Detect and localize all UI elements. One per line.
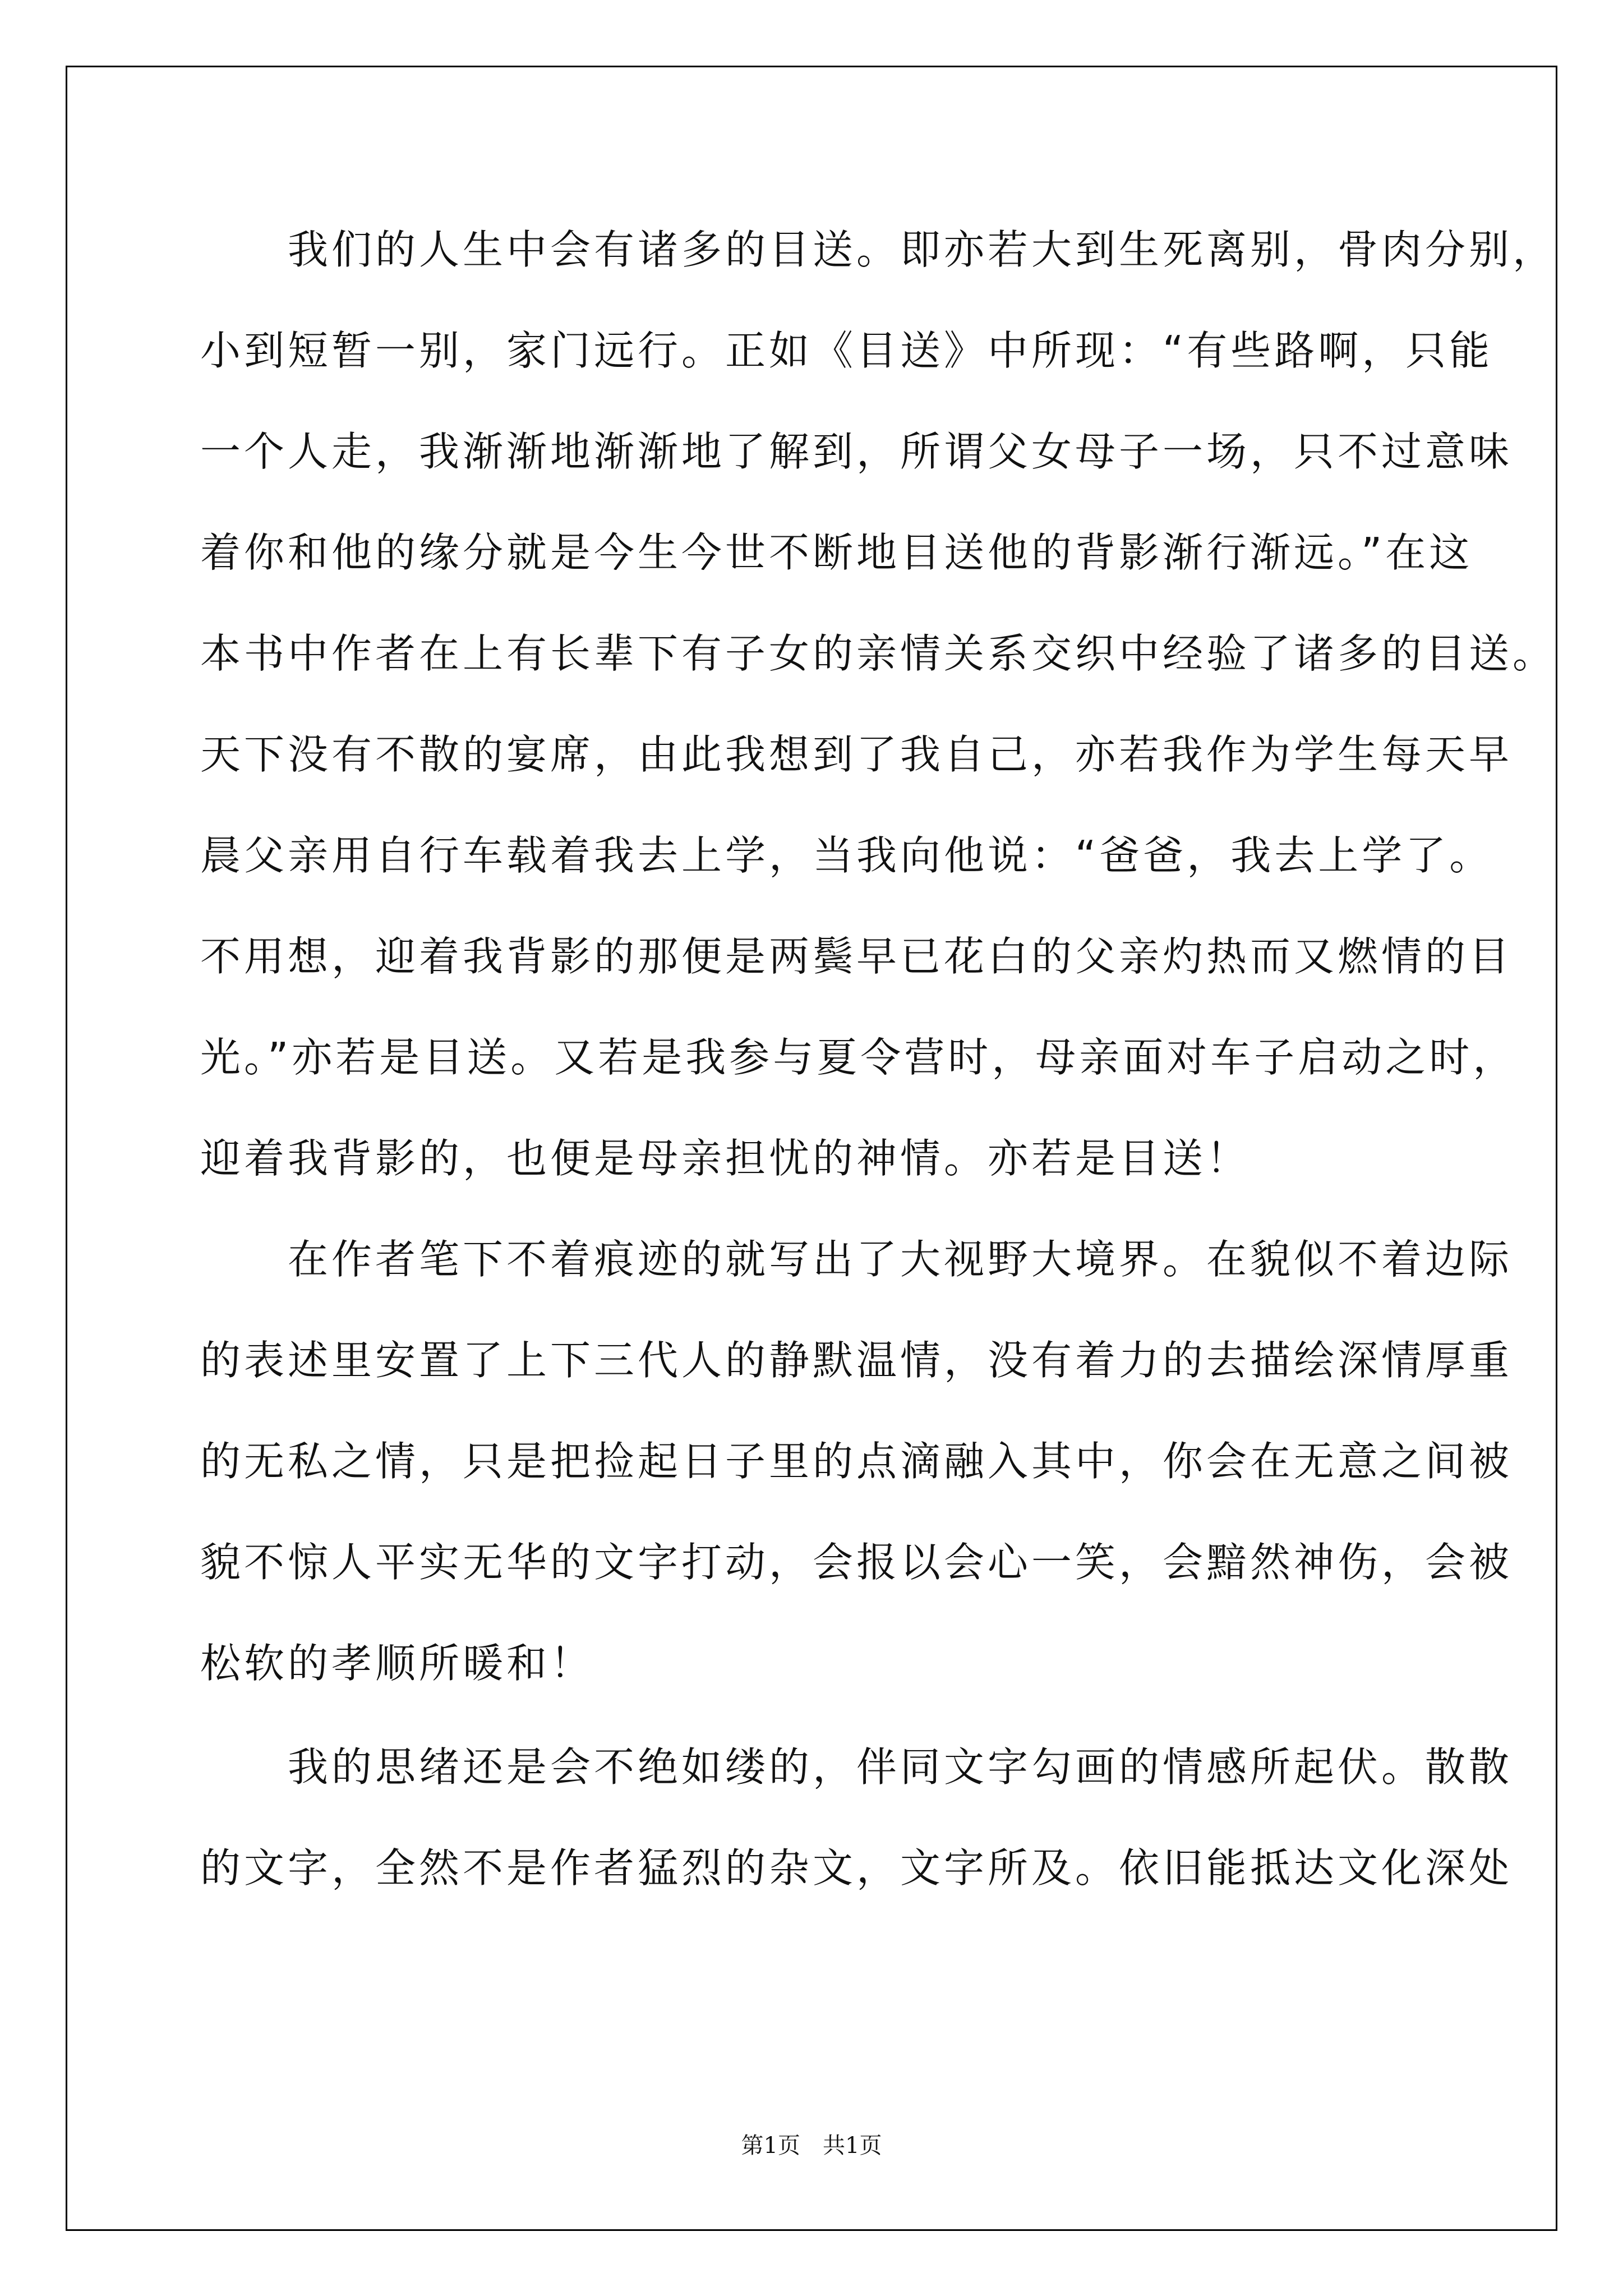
text-line: 貌不惊人平实无华的文字打动，会报以会心一笑，会黯然神伤，会被 [200, 1539, 1513, 1586]
text-line: 的表述里安置了上下三代人的静默温情，没有着力的去描绘深情厚重 [200, 1337, 1513, 1384]
text-line: 我的思绪还是会不绝如缕的，伴同文字勾画的情感所起伏。散散 [200, 1743, 1513, 1791]
page-number-footer: 第1页 共1页 [741, 2133, 882, 2159]
text-line: 小到短暂一别，家门远行。正如《目送》中所现：“有些路啊，只能 [200, 327, 1493, 374]
text-line: 晨父亲用自行车载着我去上学，当我向他说：“爸爸，我去上学了。 [200, 832, 1493, 879]
text-line: 的文字，全然不是作者猛烈的杂文，文字所及。依旧能抵达文化深处 [200, 1844, 1513, 1892]
text-line: 我们的人生中会有诸多的目送。即亦若大到生死离别，骨肉分别， [200, 226, 1557, 273]
text-line: 本书中作者在上有长辈下有子女的亲情关系交织中经验了诸多的目送。 [200, 630, 1557, 677]
text-line: 的无私之情，只是把捡起日子里的点滴融入其中，你会在无意之间被 [200, 1438, 1513, 1485]
text-line: 光。”亦若是目送。又若是我参与夏令营时，母亲面对车子启动之时， [200, 1034, 1517, 1081]
text-line: 着你和他的缘分就是今生今世不断地目送他的背影渐行渐远。”在这 [200, 529, 1473, 576]
text-line: 迎着我背影的，也便是母亲担忧的神情。亦若是目送！ [200, 1135, 1251, 1182]
text-line: 天下没有不散的宴席，由此我想到了我自己，亦若我作为学生每天早 [200, 731, 1513, 778]
text-line: 一个人走，我渐渐地渐渐地了解到，所谓父女母子一场，只不过意味 [200, 428, 1513, 475]
text-line: 在作者笔下不着痕迹的就写出了大视野大境界。在貌似不着边际 [200, 1236, 1513, 1283]
text-line: 松软的孝顺所暖和！ [200, 1640, 594, 1687]
text-line: 不用想，迎着我背影的那便是两鬓早已花白的父亲灼热而又燃情的目 [200, 933, 1513, 980]
